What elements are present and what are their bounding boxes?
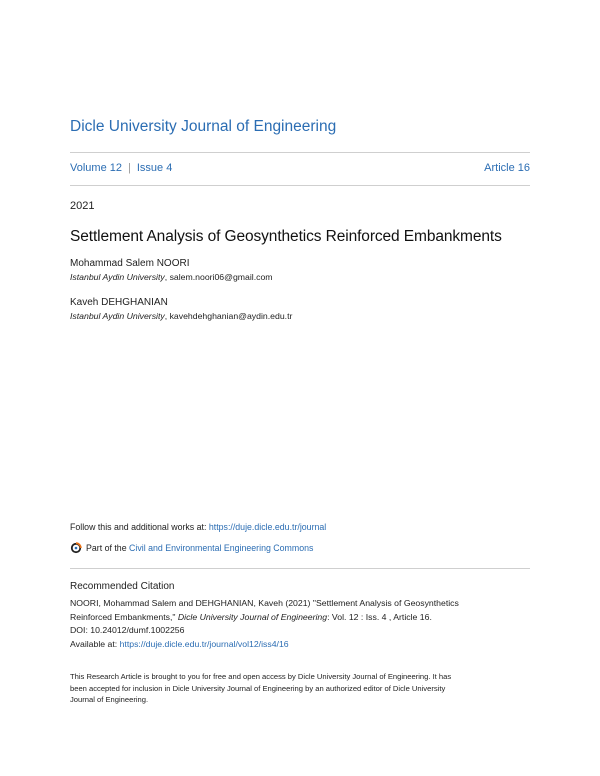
author-email: salem.noori06@gmail.com [169,272,273,282]
citation-line: NOORI, Mohammad Salem and DEHGHANIAN, Kaveh (2021) "Settlement Analysis of Geosynthetics [70,598,459,608]
affiliation-name: Istanbul Aydin University [70,272,165,282]
part-of-text: Part of the [86,543,127,553]
footer-line: been accepted for inclusion in Dicle University Journal of Engineering by an authorized editor of Dicle University [70,683,446,693]
citation-doi: DOI: 10.24012/dumf.1002256 [70,625,185,635]
citation-body [70,597,530,651]
citation-line [70,611,530,625]
meta-separator: | [127,162,131,174]
volume-link[interactable]: Volume 12 [70,162,122,174]
citation-journal: Dicle University Journal of Engineering [177,611,328,622]
follow-text: Follow this and additional works at: [70,522,209,532]
volume-issue-group [70,162,172,174]
commons-logo-icon [70,542,86,554]
affiliation-name: Istanbul Aydin University [70,311,165,321]
publication-year: 2021 [70,200,95,212]
citation-volume-text: : Vol. 12 : Iss. 4 , Article 16. [327,611,432,622]
citation-text: Reinforced Embankments," [70,611,178,622]
author-name: Kaveh DEHGHANIAN [70,297,168,308]
footer-line: Journal of Engineering. [70,695,149,704]
citation-available [70,638,530,652]
citation-divider [70,568,530,569]
journal-url-link[interactable]: https://duje.dicle.edu.tr/journal [208,522,327,532]
author-block [70,258,273,282]
journal-title-link[interactable]: Dicle University Journal of Engineering [70,118,337,135]
article-url-link[interactable]: https://duje.dicle.edu.tr/journal/vol12/iss4/16 [119,638,289,649]
volume-issue-row [70,162,530,174]
article-title: Settlement Analysis of Geosynthetics Reinforced Embankments [70,228,502,245]
follow-line [70,522,326,532]
header-divider-bottom [70,185,530,186]
article-number-link[interactable]: Article 16 [484,162,530,174]
issue-link[interactable]: Issue 4 [136,162,173,174]
author-affiliation: Istanbul Aydin University, kavehdehghanian@aydin.edu.tr [70,311,293,321]
available-label: Available at: [70,638,120,649]
part-of-line [70,542,313,554]
author-affiliation: Istanbul Aydin University, salem.noori06@gmail.com [70,272,273,282]
access-statement [70,671,530,706]
footer-line: This Research Article is brought to you for free and open access by Dicle University Journal of Engineering. It has [70,672,452,681]
author-block [70,297,292,321]
citation-heading: Recommended Citation [70,581,175,592]
header-divider-top [70,152,530,153]
author-name: Mohammad Salem NOORI [70,258,190,269]
author-email: kavehdehghanian@aydin.edu.tr [169,311,293,321]
commons-link[interactable]: Civil and Environmental Engineering Commons [129,543,314,553]
